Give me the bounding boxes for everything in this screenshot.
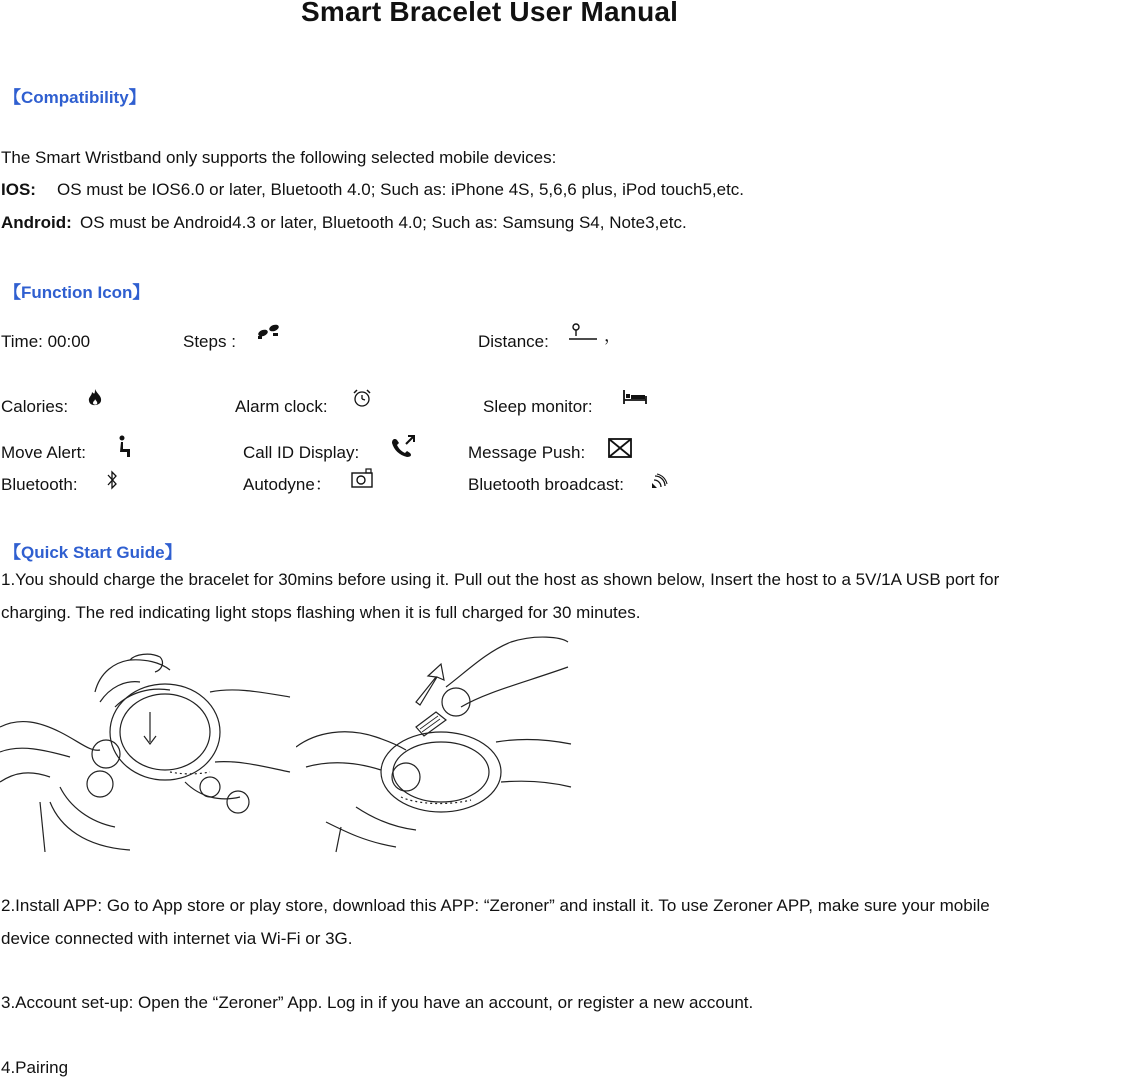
function-icon-heading: 【Function Icon】 (4, 283, 150, 302)
step4-text: 4.Pairing (1, 1058, 69, 1077)
sleep-monitor-label: Sleep monitor: (483, 397, 593, 416)
step1-line1: 1.You should charge the bracelet for 30mins before using it. Pull out the host as shown below, Insert the host to a 5V/1A USB port for (1, 570, 1000, 589)
android-label: Android: (1, 213, 72, 232)
android-requirement: OS must be Android4.3 or later, Bluetooth 4.0; Such as: Samsung S4, Note3,etc. (80, 213, 687, 232)
broadcast-icon (650, 473, 668, 491)
alarm-clock-icon (352, 388, 372, 408)
autodyne-label: Autodyne： (243, 475, 332, 494)
camera-icon (351, 468, 373, 488)
distance-label: Distance: (478, 332, 549, 351)
message-icon (608, 438, 632, 458)
bluetooth-icon (106, 469, 118, 491)
calories-icon (86, 388, 104, 408)
step1-line2: charging. The red indicating light stops flashing when it is full charged for 30 minutes. (1, 603, 641, 622)
quick-start-heading: 【Quick Start Guide】 (4, 543, 182, 562)
step2-line1: 2.Install APP: Go to App store or play store, download this APP: “Zeroner” and install it. To use Zeroner APP, make sure your mobile (1, 896, 990, 915)
call-id-label: Call ID Display: (243, 443, 360, 462)
charging-illustration-right (296, 632, 576, 857)
page-title: Smart Bracelet User Manual (301, 0, 679, 27)
ios-requirement: OS must be IOS6.0 or later, Bluetooth 4.0; Such as: iPhone 4S, 5,6,6 plus, iPod touch5,etc. (57, 180, 745, 199)
bluetooth-label: Bluetooth: (1, 475, 78, 494)
compatibility-intro: The Smart Wristband only supports the following selected mobile devices: (1, 148, 557, 167)
ios-label: IOS: (1, 180, 36, 199)
calories-label: Calories: (1, 397, 69, 416)
time-label: Time: 00:00 (1, 332, 91, 351)
step3-text: 3.Account set-up: Open the “Zeroner” App. Log in if you have an account, or register a new account. (1, 993, 754, 1012)
steps-icon (256, 323, 282, 341)
distance-icon (568, 322, 598, 342)
call-id-icon (389, 434, 417, 458)
bluetooth-broadcast-label: Bluetooth broadcast: (468, 475, 624, 494)
alarm-clock-label: Alarm clock: (235, 397, 328, 416)
move-alert-label: Move Alert: (1, 443, 87, 462)
sleep-monitor-icon (622, 388, 648, 406)
charging-illustration-left (0, 632, 300, 857)
compatibility-heading: 【Compatibility】 (4, 88, 146, 107)
steps-label: Steps : (183, 332, 236, 351)
move-alert-icon (117, 435, 135, 459)
step2-line2: device connected with internet via Wi-Fi or 3G. (1, 929, 353, 948)
message-push-label: Message Push: (468, 443, 586, 462)
distance-comma: ， (604, 326, 621, 345)
